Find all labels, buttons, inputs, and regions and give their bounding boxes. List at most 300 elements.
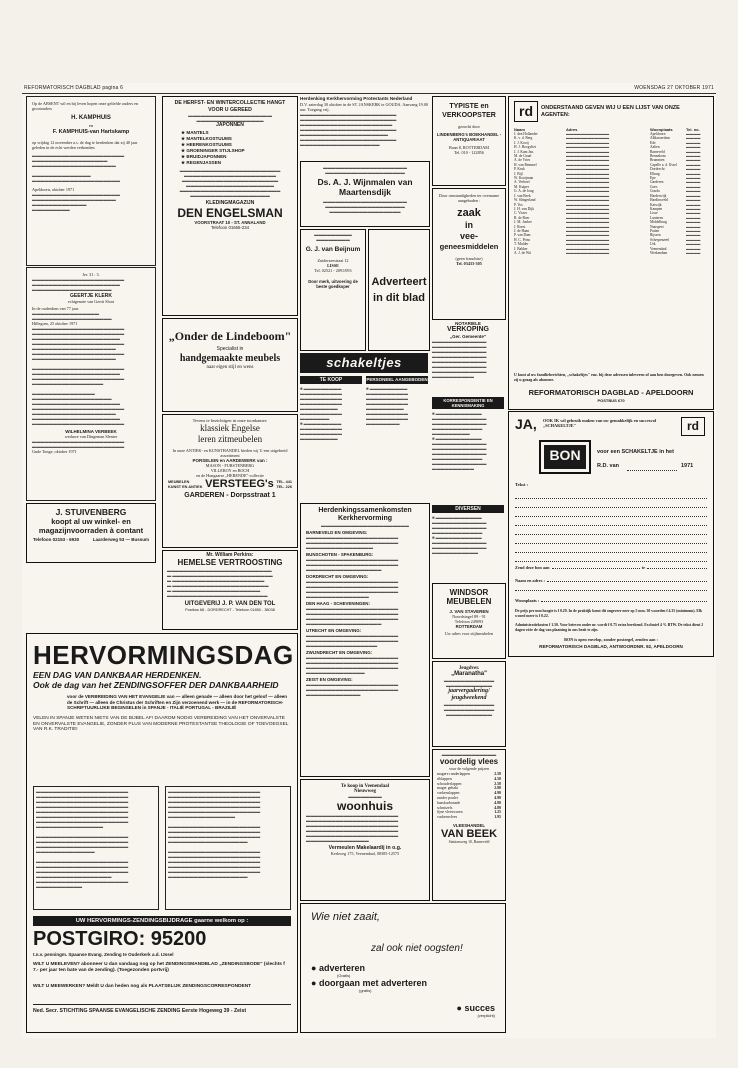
collectie-shop-phone: Telefoon 01665-234: [211, 225, 249, 230]
windsor-ad: [432, 583, 506, 659]
wijnmalen-line1: Ds. A. J. Wijnmalen van: [317, 177, 413, 187]
star-icon: ★: [181, 160, 187, 165]
verkoping-sub: „Ger. Gemeente": [449, 334, 487, 339]
bon-intro: OOK IK wil gebruik maken van uw gemakkelijk en succesvol „SCHAKELTJE": [543, 418, 657, 428]
agents-footer: U kunt al uw familieberichten, „schakeltjes" enz. bij deze adressen inleveren of aan hen doorgeven. Ook nemen zij u graag als abonnee.: [514, 372, 704, 382]
herdenkings-section-3: DORDRECHT EN OMGEVING:: [306, 574, 369, 579]
zaak-phone: Tel. 03433-305: [456, 261, 482, 266]
agent-name: A. J. de Wit: [514, 250, 532, 255]
notice-klerk: Jer. 31 : 3. ▬▬▬▬▬▬▬▬▬▬▬▬▬▬▬▬▬▬▬▬▬▬ ▬▬▬▬▬▬▬▬▬▬▬▬▬▬▬▬▬▬▬▬▬ ▬▬▬▬▬▬▬▬▬▬▬▬▬▬▬▬▬▬▬ GEERTJE KLERK echtgenote van Gerrit Sloot In de ouderdom van 77 jaar. ▬▬▬▬▬▬▬▬▬▬▬▬▬▬▬▬ ▬▬▬▬▬▬▬▬▬▬▬▬▬▬▬▬▬▬▬ Hillegom, 25 oktober 1971 ▬▬▬▬▬▬▬▬▬▬▬▬▬▬▬▬▬▬▬▬▬▬ ▬▬▬▬▬▬▬▬▬▬▬▬▬▬▬▬▬▬▬▬▬▬ ▬▬▬▬▬▬▬▬▬▬▬▬▬▬▬▬▬▬▬▬▬ ▬▬▬▬▬▬▬▬▬▬▬▬▬▬▬▬▬▬▬▬▬▬ ▬▬▬▬▬▬▬▬▬▬▬▬▬▬▬▬▬▬▬▬ ▬▬▬▬▬▬▬▬▬▬▬▬▬▬▬▬▬▬▬▬▬▬ ▬▬▬▬▬▬▬▬▬▬▬▬▬▬▬▬▬▬▬▬ ▬▬▬▬▬▬▬▬▬▬▬▬▬▬▬▬▬▬▬▬▬▬ ▬▬▬▬▬▬▬▬▬▬▬▬▬▬▬▬▬▬▬▬▬ ▬▬▬▬▬▬▬▬▬▬▬▬▬▬▬▬▬▬▬▬▬▬ ▬▬▬▬▬▬▬▬▬▬▬▬▬▬▬▬▬ ▬▬▬▬▬▬▬▬▬▬▬▬▬▬▬ ▬▬▬▬▬▬▬▬▬▬▬▬▬▬▬▬▬▬▬ ▬▬▬▬▬▬▬▬▬▬▬▬▬▬▬▬▬▬▬▬▬ ▬▬▬▬▬▬▬▬▬▬▬▬▬▬▬▬▬▬▬▬▬▬ ▬▬▬▬▬▬▬▬▬▬▬▬▬▬▬▬▬▬▬▬ ▬▬▬▬▬▬▬▬▬▬▬▬▬▬▬▬▬▬▬▬▬ ▬▬▬▬▬▬▬▬▬▬▬▬▬▬▬▬▬▬▬▬▬▬ WILHELMINA VERBEEK weduwe van Dingeman Slenter ▬▬▬▬▬▬▬▬▬▬▬▬▬▬▬▬▬▬▬▬▬▬ ▬▬▬▬▬▬▬▬▬▬▬▬▬▬▬▬▬▬▬▬▬▬ Gude Tonge, oktober 1971: [26, 267, 156, 501]
star-icon: ★: [181, 136, 187, 141]
agent-place: Nunspeet: [650, 224, 664, 229]
agent-address: ▬▬▬▬▬▬▬▬▬▬▬▬: [566, 242, 610, 247]
agent-phone: ▬▬▬▬: [686, 162, 701, 167]
notice2-place: Hillegom, 25 oktober 1971: [32, 321, 78, 326]
notice-kamphuis: Op de ABSENT wil en bij leven hopen onze geliefde ouders en grootouders H. KAMPHUIS en F. KAMPHUIS-van Hartskamp op vrijdag 12 november a.s. de dag te herdenken dat zij 40 jaar geleden in de echt werden verbonden. ▬▬▬▬▬▬▬▬▬▬▬▬▬▬▬▬▬▬▬▬▬▬ ▬▬▬▬▬▬▬▬▬▬▬▬▬▬▬▬▬▬ ▬▬▬▬▬▬▬▬▬▬▬▬▬▬▬▬▬▬▬▬ ▬▬▬▬▬▬▬▬▬▬▬▬▬▬ ▬▬▬▬▬▬▬▬▬▬▬▬▬▬▬▬▬▬▬▬▬ Apeldoorn, oktober 1971 ▬▬▬▬▬▬▬▬▬▬▬▬▬▬▬▬▬▬▬▬▬ ▬▬▬▬▬▬▬▬▬▬▬▬▬▬▬▬▬▬▬▬ ▬▬▬▬▬▬▬▬▬▬▬▬▬ ▬▬▬▬▬▬▬▬▬: [26, 96, 156, 266]
bon-rd-logo: rd: [681, 417, 705, 436]
agent-phone: ▬▬▬▬: [686, 211, 701, 216]
bon-tekst-line[interactable]: [515, 544, 707, 553]
bon-year: 1971: [681, 463, 694, 469]
vlees-item-price: 1.95: [494, 815, 501, 820]
agent-name: T. Mulder: [514, 242, 529, 247]
newspaper-page: [22, 83, 716, 1038]
bon-zend-field[interactable]: [552, 568, 640, 569]
perkins-ad: Mr. William Perkins: HEMELSE VERTROOSTING ▬▬▬▬▬▬▬▬▬▬▬▬▬▬▬▬▬▬▬▬▬▬▬▬▬ ▬ ▬▬▬▬▬▬▬▬▬▬▬▬▬▬▬▬▬▬▬▬▬▬▬▬ ▬ ▬▬▬▬▬▬▬▬▬▬▬▬▬▬▬▬▬▬▬▬▬▬ ▬ ▬▬▬▬▬▬▬▬▬▬▬▬▬▬▬▬▬▬▬▬▬▬▬ ▬ ▬▬▬▬▬▬▬▬▬▬▬▬▬▬▬▬▬▬▬▬▬ ▬▬▬▬▬▬▬▬▬▬▬▬▬▬▬▬▬▬▬▬▬▬▬▬ UITGEVERIJ J. P. VAN DEN TOL Postbus 68 - DORDRECHT - Telefoon 01850 - 38038: [162, 550, 298, 630]
hervorming-sub2: Ook de dag van het ZENDINGSOFFER DER DANKBAARHEID: [33, 680, 279, 690]
bon-woonplaats-field[interactable]: [541, 601, 707, 602]
notice2-sub: echtgenote van Gerrit Sloot: [67, 299, 115, 304]
maranatha-main1: jaarvergadering/: [448, 688, 490, 694]
collectie-item: ★ BRUIDJAPONNEN: [181, 154, 227, 159]
bon-address: REFORMATORISCH DAGBLAD, ANTWOORDNR. 92, APELDOORN: [539, 644, 683, 649]
zaak-intro: Door omstandigheden ter overname aangeboden :: [438, 193, 500, 203]
niet-zaait-item-3: succes: [464, 1003, 495, 1013]
agent-address: ▬▬▬▬▬▬▬▬▬▬▬▬: [566, 202, 610, 207]
agent-place: Apeldoorn: [650, 132, 666, 136]
niet-zaait-title: Wie niet zaait,: [311, 911, 380, 923]
header-right: WOENSDAG 27 OKTOBER 1971: [634, 85, 714, 91]
vlees-item-name: schnitzels: [437, 805, 453, 810]
versteeg-brand-1: MASON - FURSTENBERG: [205, 463, 255, 468]
wijnmalen-line2: Maartensdijk: [339, 187, 391, 197]
notice3-name: WILHELMINA VERBEEK: [65, 429, 117, 434]
agent-row: [514, 251, 708, 255]
agent-phone: ▬▬▬▬: [686, 145, 701, 150]
versteeg-porselein: PORSELEIN en AARDEWERK van :: [192, 458, 268, 463]
kerkvorming-top: Herdenking Kerkhervorming Protestants Nederland D.V. zaterdag 30 oktober in de ST. JANSKERK te GOUDA. Aanvang 19.00 uur. Toegang vrij. ▬▬▬▬▬▬▬▬▬▬▬▬▬▬▬▬▬▬▬▬▬▬▬ ▬▬▬▬▬▬▬▬▬▬▬▬▬▬▬▬▬▬▬▬▬▬▬ ▬▬▬▬▬▬▬▬▬▬▬▬▬▬▬▬▬▬▬▬▬▬ ▬▬▬▬▬▬▬▬▬▬▬▬▬▬▬▬▬▬▬▬▬▬▬ ▬▬▬▬▬▬▬▬▬▬▬▬▬▬▬▬▬▬▬▬▬ ▬▬▬▬▬▬▬▬▬▬▬▬▬▬▬▬▬▬▬▬▬▬▬ ▬▬▬▬▬▬▬▬▬▬▬▬▬▬▬▬▬▬▬: [300, 96, 428, 147]
collectie-shop-address: VOORSTRAAT 10 - ST. ANNALAND: [194, 220, 266, 225]
agent-phone: ▬▬▬▬: [686, 154, 701, 159]
agent-place: Veenendaal: [650, 246, 667, 251]
agent-name: R. de Boer: [514, 215, 530, 220]
vlees-price-row: [437, 815, 501, 820]
notice-signature: Apeldoorn, oktober 1971: [32, 187, 75, 192]
vlees-shop-address: Stationsweg 10, Barneveld: [448, 839, 490, 844]
agent-name: J. de Haan: [514, 228, 530, 233]
typiste-ad: [432, 96, 506, 186]
notice3-sub: weduwe van Dingeman Slenter: [64, 434, 118, 439]
herdenkings-section-6: ZWIJNDRECHT EN OMGEVING:: [306, 650, 373, 655]
agent-address: ▬▬▬▬▬▬▬▬▬▬▬▬: [566, 228, 610, 233]
zaak-main2: in: [465, 220, 473, 230]
typiste-sub: gezocht door: [458, 124, 480, 129]
collectie-title: DE HERFST- EN WINTERCOLLECTIE HANGT VOOR U GEREED: [174, 100, 286, 113]
typiste-address: Baan 8, ROTTERDAM: [449, 145, 489, 150]
herdenkings-section-4: DEN HAAG - SCHEVENINGEN:: [306, 601, 370, 606]
agent-address: ▬▬▬▬▬▬▬▬▬▬▬▬: [566, 176, 610, 181]
agent-place: Lunteren: [650, 215, 663, 220]
notice-text: op vrijdag 12 november a.s. de dag te herdenken dat zij 40 jaar geleden in de echt werden verbonden.: [32, 140, 138, 150]
agent-name: C. Visser: [514, 211, 528, 216]
agent-phone: ▬▬▬▬: [686, 215, 701, 220]
herdenkings-section-1: BARNEVELD EN OMGEVING:: [306, 530, 368, 535]
niet-zaait-item-1-sub: (Gratis): [337, 973, 351, 978]
lindeboom-title: „Onder de Lindeboom": [168, 329, 292, 343]
agent-phone: ▬▬▬▬: [686, 167, 701, 172]
vlees-item-price: 1.25: [494, 810, 501, 815]
agent-address: ▬▬▬▬▬▬▬▬▬▬▬▬: [566, 220, 610, 225]
agent-place: Kampen: [650, 206, 663, 211]
vlees-shop-name: VAN BEEK: [440, 827, 498, 840]
bon-for-label: voor een SCHAKELTJE in het: [597, 449, 674, 455]
agent-place: Epe: [650, 176, 656, 181]
bon-footer: BON is open envelop, zonder postzegel, zenden aan :: [564, 637, 658, 642]
star-icon: ★: [181, 142, 187, 147]
bon-tekst-line[interactable]: [515, 526, 707, 535]
star-icon: ★: [181, 148, 187, 153]
collectie-item: ★ GROENINGER STIJLSHOP: [181, 148, 245, 153]
versteeg-line2: leren zitmeubelen: [197, 434, 263, 444]
vlees-item-price: 4.90: [494, 800, 501, 805]
beijnum-sub: Zuiderzeestraat 12: [317, 258, 349, 263]
agent-place: Scherpenzeel: [650, 237, 670, 242]
agent-address: ▬▬▬▬▬▬▬▬▬▬▬▬: [566, 154, 610, 159]
agent-phone: ▬▬▬▬: [686, 224, 701, 229]
collectie-shop-label: KLEDINGMAGAZIJN: [205, 200, 255, 206]
agent-phone: ▬▬▬▬: [686, 171, 701, 176]
agent-place: Capelle a. d. IJssel: [650, 162, 677, 167]
windsor-line1: WINDSOR: [449, 588, 489, 597]
beijnum-title: G. J. van Beijnum: [305, 246, 361, 253]
notice-name-2: F. KAMPHUIS-van Hartskamp: [52, 129, 130, 135]
agent-place: Alblasserdam: [650, 136, 670, 141]
vlees-item-price: 4.90: [494, 795, 501, 800]
stuivenberg-phone: Telefoon 02153 - 6930: [33, 537, 80, 542]
bon-naam-field-2[interactable]: [515, 588, 707, 591]
agent-address: ▬▬▬▬▬▬▬▬▬▬▬▬: [566, 233, 610, 238]
stuivenberg-line2: koopt al uw winkel- en: [51, 517, 131, 526]
agent-address: ▬▬▬▬▬▬▬▬▬▬▬▬: [566, 162, 610, 167]
agent-place: Gouda: [650, 189, 660, 194]
windsor-shop: J. VAN STAVEREN: [449, 609, 489, 614]
collectie-item: ★ MANTELKOSTUUMS: [181, 136, 232, 141]
header-left: REFORMATORISCH DAGBLAD pagina 6: [24, 85, 124, 91]
notice2-name: GEERTJE KLERK: [70, 293, 112, 299]
bon-label: BON: [549, 447, 581, 463]
bon-tekst-line[interactable]: [515, 553, 707, 562]
agent-phone: ▬▬▬▬: [686, 206, 701, 211]
agent-place: Middelburg: [650, 220, 667, 225]
versteeg-brand-2: VILLEROY en BOCH: [210, 468, 250, 473]
agents-paper: REFORMATORISCH DAGBLAD - APELDOORN: [528, 388, 694, 397]
agent-address: ▬▬▬▬▬▬▬▬▬▬▬▬: [566, 136, 610, 141]
versteeg-left: MEUBELEN KUNST EN ANTIEK: [168, 480, 203, 489]
hervorming-bar: UW HERVORMINGS-ZENDINGSBIJDRAGE gaarne welkom op :: [33, 916, 291, 926]
agents-col-address: Adres: [566, 127, 578, 132]
vlees-item-price: 2.80: [494, 786, 501, 791]
vlees-item-price: 2.58: [494, 781, 501, 786]
agent-place: Hardinxveld: [650, 198, 668, 203]
bon-tekst-lines: [515, 490, 707, 562]
hervorming-footer: Ned. Secr. STICHTING SPAANSE EVANGELISCHE ZENDING Eerste Hogeweg 39 - Zeist: [33, 1004, 291, 1014]
agent-name: P. van Dam: [514, 233, 531, 238]
perkins-author: Mr. William Perkins:: [206, 552, 254, 558]
vlees-item-price: 4.50: [494, 776, 501, 781]
agent-address: ▬▬▬▬▬▬▬▬▬▬▬▬: [566, 180, 610, 185]
bon-woonplaats-label: Woonplaats :: [515, 598, 540, 603]
agent-name: J. Bakker: [514, 246, 528, 251]
lindeboom-tail: naar eigen stijl en wens: [206, 365, 254, 370]
versteeg-right: TEL. 441 TEL. 226: [276, 480, 292, 489]
bon-tekst-label: Tekst :: [515, 482, 528, 487]
beijnum-slogan: Door merk, uitvoering de beste goedkoper: [308, 279, 358, 289]
notice2-date: In de ouderdom van 77 jaar.: [32, 306, 79, 311]
woonhuis-ad: Te koop in Veenendaal Nieuwweg ▬▬▬▬▬▬▬▬ woonhuis ▬▬▬▬▬▬▬▬▬▬▬▬▬▬▬▬▬▬▬▬▬▬ ▬▬▬▬▬▬▬▬▬▬▬▬▬▬▬▬▬▬▬▬▬▬ ▬▬▬▬▬▬▬▬▬▬▬▬▬▬▬▬▬▬▬▬▬▬ ▬▬▬▬▬▬▬▬▬▬▬▬▬▬▬▬▬▬▬▬▬▬ ▬▬▬▬▬▬▬▬▬▬▬▬▬▬▬▬▬▬▬▬▬▬ ▬▬▬▬▬▬▬▬▬▬▬▬▬▬▬ Vermeulen Makelaardij in o.g. Kerkweg 175, Veenendaal, 08385-12575: [300, 779, 430, 901]
maranatha-title: Jeugdver.: [458, 666, 480, 671]
agent-address: ▬▬▬▬▬▬▬▬▬▬▬▬: [566, 198, 610, 203]
agents-col-name: Naam: [514, 127, 525, 132]
vlees-item-name: schouderlappen: [437, 781, 462, 786]
diversen-heading: DIVERSEN: [432, 505, 504, 513]
agent-phone: ▬▬▬▬: [686, 220, 701, 225]
agent-phone: ▬▬▬▬: [686, 237, 701, 242]
windsor-tail: Uw adres voor stijlmeubelen: [444, 631, 494, 636]
bullet-icon: ●: [311, 978, 317, 988]
agent-address: ▬▬▬▬▬▬▬▬▬▬▬▬: [566, 184, 610, 189]
agent-name: M. de Graaf: [514, 154, 532, 159]
niet-zaait-item-1: adverteren: [318, 963, 365, 973]
versteeg-address: GARDEREN - Dorpsstraat 1: [184, 492, 276, 499]
bullet-icon: ●: [311, 963, 317, 973]
star-icon: ★: [181, 130, 187, 135]
herdenkings-title1: Herdenkingssamenkomsten: [318, 507, 412, 514]
agent-address: ▬▬▬▬▬▬▬▬▬▬▬▬: [566, 224, 610, 229]
herdenkings-section-5: UTRECHT EN OMGEVING:: [306, 628, 362, 633]
bon-box: [508, 411, 714, 657]
agent-address: ▬▬▬▬▬▬▬▬▬▬▬▬: [566, 149, 610, 154]
agent-phone: ▬▬▬▬: [686, 202, 701, 207]
agent-name: J. Bijl: [514, 171, 523, 176]
agent-place: Harderwijk: [650, 193, 667, 198]
hervorming-wilt-1: WILT U MEELEVEN? abonneer U dan vandaag nog op het ZENDINGSMANDBLAD „ZENDINGSBODE" (slechts f 7.- per jaar ten bate van de zending). (Toegezonden portvrij): [33, 962, 285, 973]
agent-address: ▬▬▬▬▬▬▬▬▬▬▬▬: [566, 140, 610, 145]
agent-place: Putten: [650, 228, 660, 233]
agent-address: ▬▬▬▬▬▬▬▬▬▬▬▬: [566, 145, 610, 150]
herdenkings-ad: Herdenkingssamenkomsten Kerkhervorming ▬▬▬▬▬▬▬▬▬▬▬▬▬▬▬▬▬▬▬▬▬ BARNEVELD EN OMGEVING: ▬▬▬▬▬▬▬▬▬▬▬▬▬▬▬▬▬▬▬▬▬▬ ▬▬▬▬▬▬▬▬▬▬▬▬▬▬▬▬▬▬▬▬▬▬ ▬▬▬▬▬▬▬▬▬▬▬▬▬▬▬▬ BUNSCHOTEN - SPAKENBURG: ▬▬▬▬▬▬▬▬▬▬▬▬▬▬▬▬▬▬▬▬▬▬ ▬▬▬▬▬▬▬▬▬▬▬▬▬▬▬▬▬▬▬▬▬▬ ▬▬▬▬▬▬▬▬▬▬▬▬▬▬▬▬▬▬ DORDRECHT EN OMGEVING: ▬▬▬▬▬▬▬▬▬▬▬▬▬▬▬▬▬▬▬▬▬▬ ▬▬▬▬▬▬▬▬▬▬▬▬▬▬▬▬▬▬▬▬▬▬ ▬▬▬▬▬▬▬▬▬▬▬▬▬▬▬▬▬▬▬▬▬▬ ▬▬▬▬▬▬▬▬▬▬▬▬▬▬▬ DEN HAAG - SCHEVENINGEN: ▬▬▬▬▬▬▬▬▬▬▬▬▬▬▬▬▬▬▬▬▬▬ ▬▬▬▬▬▬▬▬▬▬▬▬▬▬▬▬▬▬▬▬▬▬ ▬▬▬▬▬▬▬▬▬▬▬▬▬▬▬▬▬▬▬▬▬▬ ▬▬▬▬▬▬▬▬▬▬▬▬▬▬▬▬▬▬ UTRECHT EN OMGEVING: ▬▬▬▬▬▬▬▬▬▬▬▬▬▬▬▬▬▬▬▬▬▬ ▬▬▬▬▬▬▬▬▬▬▬▬▬▬▬▬▬▬▬▬▬▬ ▬▬▬▬▬▬▬▬▬▬▬▬▬▬▬▬▬ ZWIJNDRECHT EN OMGEVING: ▬▬▬▬▬▬▬▬▬▬▬▬▬▬▬▬▬▬▬▬▬▬ ▬▬▬▬▬▬▬▬▬▬▬▬▬▬▬▬▬▬▬▬▬▬ ▬▬▬▬▬▬▬▬▬▬▬▬▬▬▬▬▬▬▬▬▬▬ ▬▬▬▬▬▬▬▬▬▬▬▬▬▬ ZEIST EN OMGEVING: ▬▬▬▬▬▬▬▬▬▬▬▬▬▬▬▬▬▬▬▬▬▬ ▬▬▬▬▬▬▬▬▬▬▬▬▬▬▬▬▬▬▬▬▬▬ ▬▬▬▬▬▬▬▬▬▬▬▬▬: [300, 503, 430, 777]
herdenkings-title2: Kerkhervorming: [337, 515, 393, 522]
bon-tekst-line[interactable]: [515, 499, 707, 508]
bon-naam-field[interactable]: [547, 581, 707, 582]
woonhuis-title: woonhuis: [337, 799, 393, 813]
zaak-tail: (geen franchise): [455, 256, 483, 261]
agent-name: M. Kuiper: [514, 184, 529, 189]
niet-zaait-item-2: doorgaan met adverteren: [318, 978, 427, 988]
agent-phone: ▬▬▬▬: [686, 180, 701, 185]
agent-phone: ▬▬▬▬: [686, 242, 701, 247]
bon-tekst-line[interactable]: [515, 517, 707, 526]
agent-name: K. v. d. Berg: [514, 136, 533, 141]
hervorming-sub1: EEN DAG VAN DANKBAAR HERDENKEN.: [33, 670, 202, 680]
agent-phone: ▬▬▬▬: [686, 149, 701, 154]
collectie-item: ★ HEERENKOSTUUMS: [181, 142, 232, 147]
agents-box: [508, 96, 714, 410]
agent-name: A. de Vries: [514, 158, 531, 163]
vlees-price-list: [433, 771, 505, 821]
bon-price-2: Administratiekosten f 1.50. Voor brieven onder nr. wordt f 0.75 extra berekend. Exclusief 4 % BTW. De tekst dient 2 dagen vóór de dag van plaatsing in ons bezit te zijn.: [515, 623, 704, 632]
agent-phone: ▬▬▬▬: [686, 246, 701, 251]
star-icon: ★: [181, 154, 187, 159]
agent-address: ▬▬▬▬▬▬▬▬▬▬▬▬: [566, 132, 610, 136]
agent-name: W. Kooijman: [514, 176, 534, 181]
agent-address: ▬▬▬▬▬▬▬▬▬▬▬▬: [566, 189, 610, 194]
beijnum-city: LISSE: [327, 263, 339, 268]
agent-name: J. M. Jonker: [514, 220, 532, 225]
te-koop-heading: TE KOOP: [300, 376, 362, 384]
adverteert-ad: [368, 229, 430, 351]
niet-zaait-item-3-sub: (verplicht): [477, 1013, 495, 1018]
agent-address: ▬▬▬▬▬▬▬▬▬▬▬▬: [566, 237, 610, 242]
agent-address: ▬▬▬▬▬▬▬▬▬▬▬▬: [566, 246, 610, 251]
verkoping-title: NOTARIELE: [455, 321, 481, 326]
zaak-main3: vee-: [459, 231, 478, 241]
agent-place: Ede: [650, 140, 656, 145]
maranatha-main2: jeugdweekend: [451, 695, 487, 701]
bon-tekst-line[interactable]: [515, 535, 707, 544]
bon-plaats-label: te: [641, 565, 645, 570]
zaak-main4: geneesmiddelen: [439, 242, 499, 251]
verkoping-main: VERKOPING: [446, 326, 489, 333]
stuivenberg-ad: [26, 503, 156, 563]
lindeboom-ad: [162, 318, 298, 412]
kerkvorming-top-title: Herdenking Kerkhervorming Protestants Nederland: [300, 96, 413, 101]
versteeg-brand-3: en de Hongaarse „HERENDE"-collectie: [196, 473, 264, 478]
versteeg-intro: Tevens te bezichtigen in onze toonkamer:: [192, 418, 268, 423]
windsor-city: ROTTERDAM: [455, 624, 483, 629]
bon-price-1: De prijs per mm hoogte is f 0.29. In de praktijk komt dit ongeveer neer op 5 mm. 30 woorden f 4.35 (minimum). Elk woord meer is f 0.22.: [515, 609, 703, 618]
agent-place: Katwijk: [650, 202, 662, 207]
collectie-item: ★ MANTELS: [181, 130, 209, 135]
agent-phone: ▬▬▬▬: [686, 158, 701, 163]
agent-address: ▬▬▬▬▬▬▬▬▬▬▬▬: [566, 193, 610, 198]
lindeboom-sub: Specialist in: [216, 346, 244, 352]
agent-place: Aalten: [650, 145, 660, 150]
zaak-main1: zaak: [457, 207, 481, 219]
page-header: [22, 83, 716, 94]
perkins-pub-address: Postbus 68 - DORDRECHT - Telefoon 01850 - 38038: [185, 608, 275, 612]
agent-name: J. den Hollander: [514, 132, 538, 136]
agent-name: J. J. Kam Jzn.: [514, 149, 534, 154]
agent-phone: ▬▬▬▬: [686, 132, 701, 136]
notice3-date: Gude Tonge, oktober 1971: [32, 449, 77, 454]
niet-zaait-ad: [300, 903, 506, 1033]
agent-address: ▬▬▬▬▬▬▬▬▬▬▬▬: [566, 158, 610, 163]
vlees-subtitle: voor de volgende prijzen: [449, 766, 489, 771]
agent-name: P. Vos: [514, 202, 523, 207]
adverteert-line2: in dit blad: [373, 292, 425, 304]
agent-phone: ▬▬▬▬: [686, 136, 701, 141]
agent-name: H. van Bemmel: [514, 162, 537, 167]
agent-phone: ▬▬▬▬: [686, 140, 701, 145]
vlees-shop-label: VLEESHANDEL: [453, 822, 485, 828]
agent-place: Bennekom: [650, 154, 666, 159]
windsor-address: Noordsingel 89 - 91: [452, 614, 486, 619]
agent-name: G. A. de Jong: [514, 189, 534, 194]
woonhuis-agent-address: Kerkweg 175, Veenendaal, 08385-12575: [330, 851, 400, 856]
notice-intro: Op de ABSENT wil en bij leven hopen onze geliefde ouders en grootouders: [32, 101, 139, 111]
rd-logo: rd: [514, 101, 538, 122]
agent-phone: ▬▬▬▬: [686, 176, 701, 181]
agent-name: A. Verhoef: [514, 180, 530, 185]
diversen-section: DIVERSEN ■ ▬▬▬▬▬▬▬▬▬▬▬ ▬▬▬▬▬▬▬▬▬▬▬▬▬ ▬▬▬▬▬▬▬▬▬▬▬▬▬ ▬▬▬▬▬▬▬▬▬▬▬▬ ■ ▬▬▬▬▬▬▬▬▬▬▬ ▬▬▬▬▬▬▬▬▬▬▬▬▬ ▬▬▬▬▬▬▬▬▬▬▬▬▬ ▬▬▬▬▬▬▬▬▬▬▬: [432, 505, 504, 581]
collectie-ad: DE HERFST- EN WINTERCOLLECTIE HANGT VOOR U GEREED ▬▬▬▬▬▬▬▬▬▬▬▬▬▬▬▬▬▬▬▬ ▬▬▬▬▬▬▬▬▬▬▬▬▬▬▬▬ JAPONNEN ★ MANTELS ★ MANTELKOSTUUMS ★ HEERENKOSTUUMS ★ GROENINGER STIJLSHOP ★ BRUIDJAPONNEN ★ REGENJASSEN ▬▬▬▬▬▬▬▬▬▬▬▬▬▬▬▬▬▬▬▬▬▬▬▬ ▬▬▬▬▬▬▬▬▬▬▬▬▬▬▬▬▬▬▬▬▬▬ ▬▬▬▬▬▬▬▬▬▬▬▬▬▬▬▬▬▬▬▬▬▬▬ ▬▬▬▬▬▬▬▬▬▬▬▬▬▬▬▬▬▬▬▬▬ ▬▬▬▬▬▬▬▬▬▬▬▬▬▬▬▬▬▬▬▬▬▬▬▬ ▬▬▬▬▬▬▬▬▬▬▬▬▬▬▬▬▬▬▬ KLEDINGMAGAZIJN DEN ENGELSMAN VOORSTRAAT 10 - ST. ANNALAND Telefoon 01665-234: [162, 96, 298, 316]
hervorming-title: HERVORMINGSDAG: [33, 640, 294, 670]
bon-tekst-line[interactable]: [515, 490, 707, 499]
correspondentie-section: KORRESPONDENTIE EN KENNISMAKING ■ ▬▬▬▬▬▬▬▬▬▬▬ ▬▬▬▬▬▬▬▬▬▬▬▬▬ ▬▬▬▬▬▬▬▬▬▬▬▬▬ ▬▬▬▬▬▬▬▬▬▬▬▬ ▬▬▬▬▬▬▬▬▬ ■ ▬▬▬▬▬▬▬▬▬▬▬ ▬▬▬▬▬▬▬▬▬▬▬▬▬ ▬▬▬▬▬▬▬▬▬▬▬▬▬ ▬▬▬▬▬▬▬▬▬▬▬▬▬ ▬▬▬▬▬▬▬▬▬▬▬▬ ▬▬▬▬▬▬▬▬▬▬▬▬▬ ▬▬▬▬▬▬▬▬▬▬: [432, 397, 504, 503]
hervorming-column-right: ▬▬▬▬▬▬▬▬▬▬▬▬▬▬▬▬▬▬▬▬▬▬ ▬▬▬▬▬▬▬▬▬▬▬▬▬▬▬▬▬▬▬▬▬▬ ▬▬▬▬▬▬▬▬▬▬▬▬▬▬▬▬▬▬▬▬▬▬ ▬▬▬▬▬▬▬▬▬▬▬▬▬▬▬▬▬▬▬▬▬▬ ▬▬▬▬▬▬▬▬▬▬▬▬▬▬▬▬▬▬▬▬▬▬ ▬▬▬▬▬▬▬▬▬▬▬▬▬▬▬▬ ▬▬▬▬▬▬▬▬▬▬▬▬▬▬▬▬▬▬▬▬▬▬ ▬▬▬▬▬▬▬▬▬▬▬▬▬▬▬▬▬▬▬▬▬▬ ▬▬▬▬▬▬▬▬▬▬▬▬▬▬▬▬▬▬▬▬▬▬ ▬▬▬▬▬▬▬▬▬▬▬▬▬▬▬▬▬▬▬ ▬▬▬▬▬▬▬▬▬▬▬▬▬▬▬▬▬▬▬▬▬▬ ▬▬▬▬▬▬▬▬▬▬▬▬▬▬▬▬▬▬▬▬▬▬ ▬▬▬▬▬▬▬▬▬▬▬▬▬▬▬▬▬▬▬▬▬▬ ▬▬▬▬▬▬▬▬▬▬▬▬▬▬▬▬▬▬▬▬▬▬ ▬▬▬▬▬▬▬▬▬▬▬▬▬▬▬▬▬▬▬▬▬▬ ▬▬▬▬▬▬▬▬▬▬▬▬▬▬▬▬▬▬▬: [165, 786, 291, 910]
wijnmalen-ad: ▬▬▬▬▬▬▬▬▬▬▬▬▬▬▬▬▬▬▬▬ ▬▬▬▬▬▬▬▬▬▬▬▬▬▬▬▬▬▬▬ Ds. A. J. Wijnmalen van Maartensdijk ▬▬▬▬▬▬▬▬▬▬▬▬▬▬▬▬▬▬▬▬ ▬▬▬▬▬▬▬▬▬▬▬▬▬▬▬▬▬▬▬ ▬▬▬▬▬▬▬▬▬▬▬▬▬▬▬▬▬: [300, 161, 430, 227]
agent-place: Barneveld: [650, 149, 665, 154]
bon-plaats-field[interactable]: [647, 568, 707, 569]
niet-zaait-middle: zal ook niet oogsten!: [371, 943, 463, 954]
hervormingsdag-ad: [26, 633, 298, 1033]
vlees-item-name: fijne vleeswaren: [437, 810, 463, 815]
hervorming-text2: VELEN IN SPANJE WETEN NIETS VAN DE BIJBEL AF! DAAROM NODIG VERBREIDING VAN HET ONVERVALSTE EN ONVERVALSTE EVANGELIE, ZONDER PLUS VAN MODERNE PROTESTANTSE THEOLOGIE OF TOEVOEGSEL VAN R.K. TRADITIE!: [33, 715, 289, 733]
agents-col-phone: Tel. no.: [686, 127, 700, 132]
agents-title: ONDERSTAAND GEVEN WIJ U EEN LIJST VAN ONZE AGENTEN:: [541, 105, 680, 118]
vlees-item-price: 4.80: [494, 805, 501, 810]
vlees-item-price: 2.58: [494, 772, 501, 776]
agent-place: Elburg: [650, 171, 660, 176]
notice2-title: Jer. 31 : 3.: [82, 272, 100, 277]
perkins-title: HEMELSE VERTROOSTING: [177, 558, 283, 567]
agent-name: H. C. Prins: [514, 237, 530, 242]
agent-place: Dordrecht: [650, 167, 665, 172]
personeel-section: PERSONEEL AANGEBODEN ■ ▬▬▬▬▬▬▬▬▬ ▬▬▬▬▬▬▬▬▬▬ ▬▬▬▬▬▬▬▬▬▬ ▬▬▬▬▬▬▬▬▬▬ ▬▬▬▬▬▬▬▬▬ ▬▬▬▬▬▬▬▬▬▬ ▬▬▬▬▬▬▬▬▬▬ ▬▬▬▬▬▬▬▬: [366, 377, 428, 426]
maranatha-ad: Jeugdver. „Maranatha" ▬▬▬▬▬▬▬▬▬▬▬▬ ▬▬▬▬▬▬▬▬▬▬▬ jaarvergadering/ jeugdweekend ▬▬▬▬▬▬▬▬▬▬▬▬ ▬▬▬▬▬▬▬▬▬▬▬▬ ▬▬▬▬▬▬▬▬▬▬▬: [432, 661, 506, 747]
agent-place: Brummen: [650, 158, 665, 163]
versteeg-antiek: In onze ANTIEK- en KUNSTHANDEL bieden wij U een uitgebreid assortiment: [172, 448, 288, 458]
agent-phone: ▬▬▬▬: [686, 228, 701, 233]
agent-place: Lisse: [650, 211, 658, 216]
collectie-item: ★ REGENJASSEN: [181, 160, 222, 165]
agent-place: Rijssen: [650, 233, 661, 238]
vlees-item-name: riblappen: [437, 776, 452, 781]
agent-name: W. Slingerland: [514, 198, 536, 203]
agent-name: J. H. van Dijk: [514, 206, 535, 211]
agent-name: J. J. Kooij: [514, 140, 529, 145]
collectie-shop-name: DEN ENGELSMAN: [177, 206, 283, 220]
vlees-item-name: mager gehakt: [437, 786, 459, 791]
bon-tekst-line[interactable]: [515, 508, 707, 517]
herdenkings-section-2: BUNSCHOTEN - SPAKENBURG:: [306, 552, 374, 557]
notice-name-and: en: [88, 123, 94, 128]
agent-place: Werkendam: [650, 250, 668, 255]
adverteert-line1: Adverteert: [371, 276, 427, 288]
bon-zend-label: Zend deze bon aan: [515, 565, 550, 570]
hervorming-giro-tail: t.n.v. penningm. Spaanse Evang. Zending te Ouderkerk a.d. IJssel: [33, 952, 174, 957]
te-koop-section: TE KOOP ■ ▬▬▬▬▬▬▬▬▬ ▬▬▬▬▬▬▬▬▬▬ ▬▬▬▬▬▬▬▬▬▬ ▬▬▬▬▬▬▬▬▬▬ ▬▬▬▬▬▬▬▬▬ ▬▬▬▬▬▬▬▬▬▬ ▬▬▬▬▬▬▬ ■ ▬▬▬▬▬▬▬▬▬ ▬▬▬▬▬▬▬▬▬▬ ▬▬▬▬▬▬▬▬▬▬ ▬▬▬▬▬▬▬▬▬: [300, 376, 362, 500]
agent-phone: ▬▬▬▬: [686, 250, 701, 255]
windsor-line2: MEUBELEN: [446, 597, 492, 606]
agent-address: ▬▬▬▬▬▬▬▬▬▬▬▬: [566, 167, 610, 172]
lindeboom-main: handgemaakte meubels: [179, 353, 281, 364]
versteeg-name: VERSTEEG's: [205, 478, 274, 490]
bon-naam-label: Naam en adres :: [515, 578, 545, 583]
personeel-heading: PERSONEEL AANGEBODEN: [366, 377, 428, 382]
perkins-publisher: UITGEVERIJ J. P. VAN DEN TOL: [184, 601, 276, 607]
agent-address: ▬▬▬▬▬▬▬▬▬▬▬▬: [566, 211, 610, 216]
agent-phone: ▬▬▬▬: [686, 233, 701, 238]
herdenkings-section-7: ZEIST EN OMGEVING:: [306, 677, 353, 682]
hervorming-wilt-2: WILT U MEEWERKEN? Meldt U dan heden nog als PLAATSELIJK ZENDINGSCORRESPONDENT: [33, 984, 252, 989]
beijnum-ad: ▬▬▬▬▬▬▬▬▬ ▬▬▬▬▬▬▬▬ G. J. van Beijnum Zuiderzeestraat 12 LISSE Tel. 02521 - 2091/093 Door merk, uitvoering de beste goedkoper: [300, 229, 366, 351]
schakeltjes-banner: [300, 353, 428, 373]
collectie-list: [163, 128, 297, 168]
correspondentie-heading: KORRESPONDENTIE EN KENNISMAKING: [432, 397, 504, 409]
agent-place: Urk: [650, 242, 656, 247]
hervorming-text1: voor de VERBREIDING VAN HET EVANGELIE van — alleen genade — alleen door het geloof — alleen de Schrift — alleen de Christus der Schriften en Zijn verzoenend werk — in de REFORMATORISCH-SCHRIFTUURLIJKE BEGINSELEN in SPANJE - ITALIË PORTUGAL - BRAZILIË: [67, 694, 288, 711]
kerkvorming-top-text: D.V. zaterdag 30 oktober in de ST. JANSKERK te GOUDA. Aanvang 19.00 uur. Toegang vrij.: [300, 101, 428, 112]
